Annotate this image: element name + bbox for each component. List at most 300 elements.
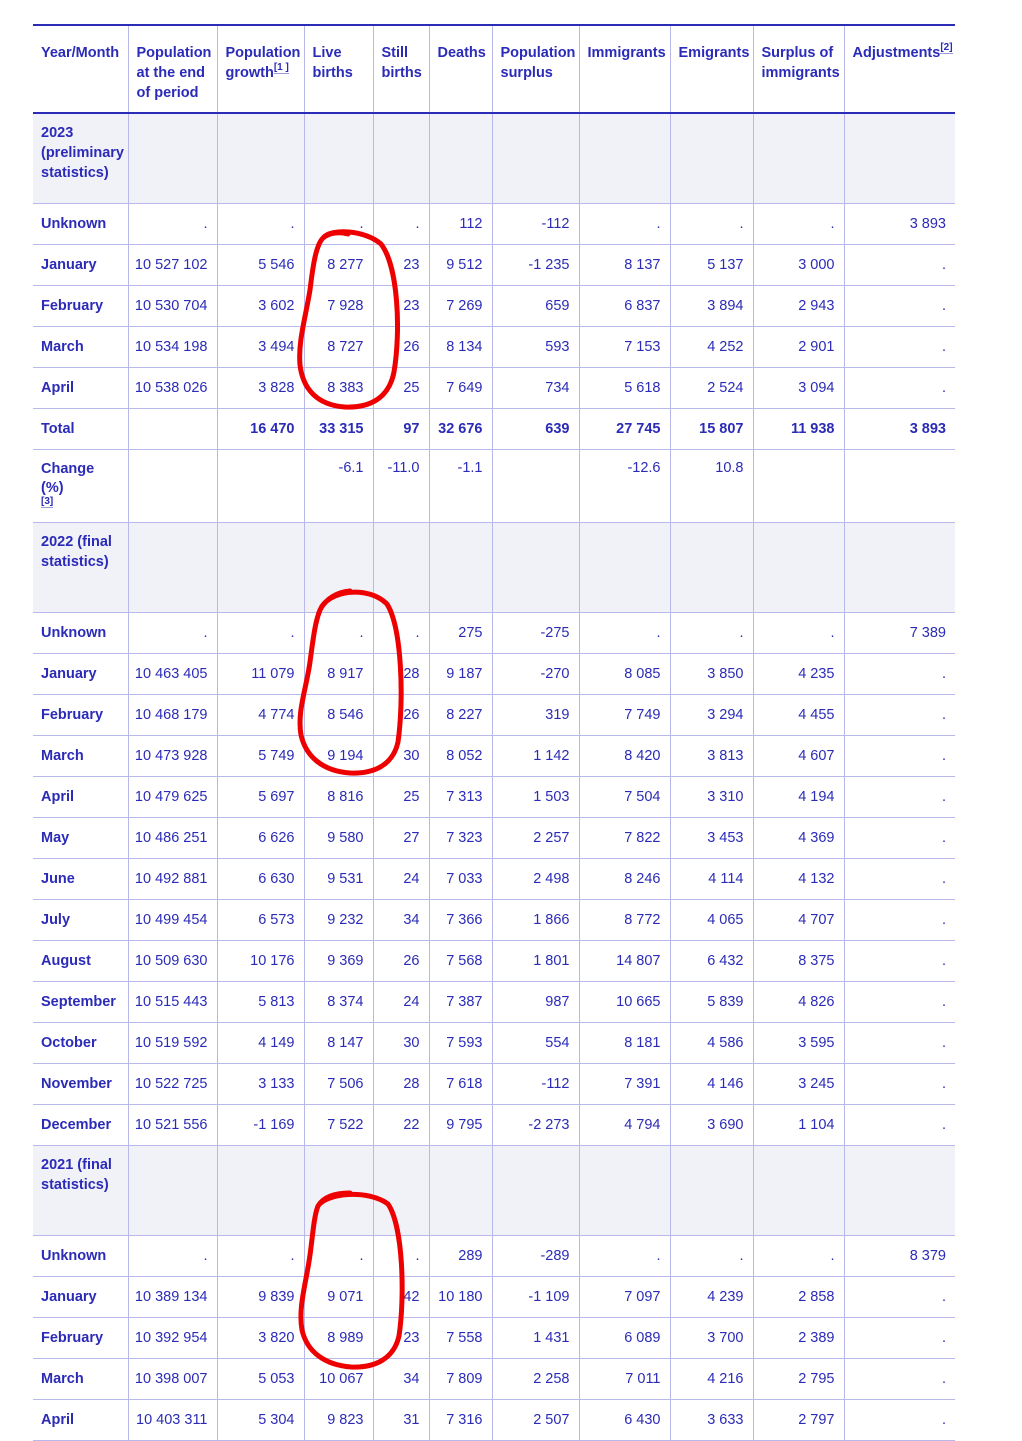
cell-adjustments: . (844, 982, 955, 1023)
row-label (33, 654, 128, 695)
empty-cell (429, 113, 492, 204)
empty-cell (670, 1146, 753, 1236)
cell-deaths: 7 568 (429, 941, 492, 982)
column-header-population-growth (217, 25, 304, 113)
row-label (33, 941, 128, 982)
row-label-text: November (41, 1076, 112, 1092)
cell-deaths: 8 227 (429, 695, 492, 736)
cell-adjustments: . (844, 327, 955, 368)
cell-emigrants: 3 894 (670, 286, 753, 327)
cell-surplus-of-immigrants: 2 943 (753, 286, 844, 327)
empty-cell (128, 523, 217, 613)
cell-immigrants: 8 772 (579, 900, 670, 941)
cell-surplus-of-immigrants: . (753, 204, 844, 245)
row-label (33, 368, 128, 409)
cell-population-at-the-end-of-period: 10 522 725 (128, 1064, 217, 1105)
column-header-label: Emigrants (678, 45, 750, 61)
row-label-text: January (41, 666, 97, 682)
cell-still-births: 28 (373, 654, 429, 695)
table-row (33, 695, 955, 736)
empty-cell (579, 1146, 670, 1236)
cell-live-births: 9 531 (304, 859, 373, 900)
row-label-text: February (41, 707, 104, 723)
cell-surplus-of-immigrants: 1 104 (753, 1105, 844, 1146)
cell-emigrants: 3 813 (670, 736, 753, 777)
empty-cell (753, 113, 844, 204)
row-label-text: April (41, 789, 75, 805)
cell-immigrants: 8 085 (579, 654, 670, 695)
cell-live-births: 9 232 (304, 900, 373, 941)
empty-cell (373, 523, 429, 613)
cell-deaths: 9 187 (429, 654, 492, 695)
cell-adjustments: 3 893 (844, 409, 955, 450)
cell-population-at-the-end-of-period: 10 392 954 (128, 1318, 217, 1359)
cell-emigrants: 3 294 (670, 695, 753, 736)
table-row (33, 1359, 955, 1400)
cell-population-at-the-end-of-period (128, 450, 217, 523)
cell-immigrants: -12.6 (579, 450, 670, 523)
empty-cell (579, 523, 670, 613)
year-section-label: 2022 (final statistics) (33, 523, 128, 613)
cell-immigrants: . (579, 1236, 670, 1277)
empty-cell (844, 523, 955, 613)
cell-deaths: 7 366 (429, 900, 492, 941)
cell-adjustments: . (844, 1318, 955, 1359)
table-row (33, 654, 955, 695)
cell-population-growth: 4 149 (217, 1023, 304, 1064)
table-row (33, 1023, 955, 1064)
cell-population-growth: 3 828 (217, 368, 304, 409)
row-label (33, 1318, 128, 1359)
cell-still-births: 30 (373, 1023, 429, 1064)
year-section-row (33, 523, 955, 613)
cell-emigrants: 10.8 (670, 450, 753, 523)
cell-surplus-of-immigrants (753, 450, 844, 523)
cell-deaths: 7 387 (429, 982, 492, 1023)
row-label-text: March (41, 748, 84, 764)
cell-adjustments: . (844, 777, 955, 818)
cell-still-births: 30 (373, 736, 429, 777)
cell-population-growth: 10 176 (217, 941, 304, 982)
cell-immigrants: 8 181 (579, 1023, 670, 1064)
footnote-link[interactable]: [1 ] (273, 62, 289, 74)
cell-still-births: . (373, 204, 429, 245)
cell-population-at-the-end-of-period: 10 463 405 (128, 654, 217, 695)
cell-immigrants: 8 137 (579, 245, 670, 286)
cell-emigrants: 6 432 (670, 941, 753, 982)
cell-population-surplus: -112 (492, 204, 579, 245)
cell-population-at-the-end-of-period: 10 486 251 (128, 818, 217, 859)
cell-still-births: 42 (373, 1277, 429, 1318)
cell-population-at-the-end-of-period: 10 538 026 (128, 368, 217, 409)
cell-surplus-of-immigrants: 2 858 (753, 1277, 844, 1318)
row-label-text: Total (41, 421, 75, 437)
table-row (33, 613, 955, 654)
row-label (33, 450, 128, 523)
cell-surplus-of-immigrants: 11 938 (753, 409, 844, 450)
cell-population-surplus: 2 498 (492, 859, 579, 900)
cell-population-surplus: 2 507 (492, 1400, 579, 1441)
table-row (33, 286, 955, 327)
cell-population-growth: 5 053 (217, 1359, 304, 1400)
table-row (33, 982, 955, 1023)
table-row (33, 245, 955, 286)
cell-surplus-of-immigrants: 8 375 (753, 941, 844, 982)
cell-live-births: 8 727 (304, 327, 373, 368)
cell-still-births: 31 (373, 1400, 429, 1441)
empty-cell (670, 113, 753, 204)
row-label (33, 245, 128, 286)
header-row (33, 25, 955, 113)
cell-adjustments: 7 389 (844, 613, 955, 654)
cell-adjustments (844, 450, 955, 523)
table-row (33, 736, 955, 777)
cell-live-births: 9 823 (304, 1400, 373, 1441)
cell-still-births: 26 (373, 941, 429, 982)
cell-population-at-the-end-of-period: . (128, 204, 217, 245)
cell-still-births: -11.0 (373, 450, 429, 523)
cell-adjustments: . (844, 286, 955, 327)
cell-adjustments: . (844, 245, 955, 286)
cell-still-births: 27 (373, 818, 429, 859)
empty-cell (579, 113, 670, 204)
row-label (33, 818, 128, 859)
cell-immigrants: 6 089 (579, 1318, 670, 1359)
row-label-text: March (41, 339, 84, 355)
cell-population-at-the-end-of-period: 10 527 102 (128, 245, 217, 286)
cell-surplus-of-immigrants: 2 797 (753, 1400, 844, 1441)
column-header-label: Surplus of immigrants (761, 45, 840, 81)
cell-population-growth: . (217, 613, 304, 654)
cell-still-births: . (373, 1236, 429, 1277)
cell-population-at-the-end-of-period: 10 403 311 (128, 1400, 217, 1441)
row-label (33, 1105, 128, 1146)
cell-population-growth: 3 494 (217, 327, 304, 368)
cell-deaths: 289 (429, 1236, 492, 1277)
cell-surplus-of-immigrants: 4 235 (753, 654, 844, 695)
cell-population-at-the-end-of-period: 10 534 198 (128, 327, 217, 368)
cell-adjustments: . (844, 654, 955, 695)
cell-emigrants: 4 216 (670, 1359, 753, 1400)
cell-emigrants: 5 137 (670, 245, 753, 286)
cell-adjustments: . (844, 1105, 955, 1146)
table-row (33, 900, 955, 941)
cell-population-growth: 3 133 (217, 1064, 304, 1105)
row-label (33, 204, 128, 245)
table-row (33, 204, 955, 245)
row-label-text: Unknown (41, 625, 107, 641)
cell-deaths: 9 512 (429, 245, 492, 286)
cell-population-at-the-end-of-period: 10 492 881 (128, 859, 217, 900)
cell-adjustments: . (844, 695, 955, 736)
cell-adjustments: . (844, 941, 955, 982)
row-label-text: August (41, 953, 91, 969)
row-label-text: March (41, 1371, 84, 1387)
column-header-still-births (373, 25, 429, 113)
empty-cell (844, 113, 955, 204)
column-header-immigrants (579, 25, 670, 113)
cell-population-surplus: -2 273 (492, 1105, 579, 1146)
cell-deaths: 8 134 (429, 327, 492, 368)
cell-emigrants: 3 633 (670, 1400, 753, 1441)
cell-population-growth: 5 813 (217, 982, 304, 1023)
footnote-link[interactable]: [3] (41, 496, 54, 508)
cell-population-growth: 5 304 (217, 1400, 304, 1441)
cell-emigrants: 15 807 (670, 409, 753, 450)
cell-population-surplus: 319 (492, 695, 579, 736)
cell-deaths: 7 593 (429, 1023, 492, 1064)
cell-adjustments: . (844, 1023, 955, 1064)
cell-live-births: 8 546 (304, 695, 373, 736)
cell-emigrants: 4 252 (670, 327, 753, 368)
cell-population-at-the-end-of-period: 10 479 625 (128, 777, 217, 818)
cell-population-at-the-end-of-period: 10 515 443 (128, 982, 217, 1023)
column-header-label: Still births (381, 45, 422, 81)
row-label-text: December (41, 1117, 112, 1133)
table-body (33, 113, 955, 1441)
cell-surplus-of-immigrants: . (753, 613, 844, 654)
cell-population-surplus: 1 431 (492, 1318, 579, 1359)
cell-deaths: 7 809 (429, 1359, 492, 1400)
cell-population-at-the-end-of-period: 10 473 928 (128, 736, 217, 777)
cell-deaths: 7 269 (429, 286, 492, 327)
cell-population-growth: 6 626 (217, 818, 304, 859)
cell-emigrants: 5 839 (670, 982, 753, 1023)
cell-emigrants: 4 239 (670, 1277, 753, 1318)
cell-still-births: 24 (373, 982, 429, 1023)
empty-cell (217, 523, 304, 613)
row-label (33, 1236, 128, 1277)
cell-population-growth: -1 169 (217, 1105, 304, 1146)
column-header-label: Live births (312, 45, 353, 81)
empty-cell (429, 1146, 492, 1236)
cell-immigrants: 7 822 (579, 818, 670, 859)
cell-adjustments: . (844, 900, 955, 941)
cell-live-births: 8 277 (304, 245, 373, 286)
cell-population-at-the-end-of-period: 10 398 007 (128, 1359, 217, 1400)
cell-emigrants: 2 524 (670, 368, 753, 409)
column-header-label: Immigrants (587, 45, 666, 61)
cell-surplus-of-immigrants: 3 000 (753, 245, 844, 286)
cell-adjustments: . (844, 1277, 955, 1318)
cell-adjustments: 3 893 (844, 204, 955, 245)
row-label (33, 1359, 128, 1400)
empty-cell (492, 523, 579, 613)
cell-immigrants: . (579, 204, 670, 245)
cell-live-births: 8 917 (304, 654, 373, 695)
row-label (33, 982, 128, 1023)
cell-emigrants: 4 146 (670, 1064, 753, 1105)
empty-cell (844, 1146, 955, 1236)
cell-immigrants: 10 665 (579, 982, 670, 1023)
cell-immigrants: 14 807 (579, 941, 670, 982)
table-header (33, 25, 955, 113)
cell-immigrants: 7 749 (579, 695, 670, 736)
cell-population-surplus (492, 450, 579, 523)
table-row (33, 777, 955, 818)
table-row (33, 941, 955, 982)
cell-emigrants: 4 114 (670, 859, 753, 900)
row-label (33, 409, 128, 450)
row-label-text: February (41, 1330, 104, 1346)
cell-immigrants: 7 097 (579, 1277, 670, 1318)
cell-immigrants: 7 391 (579, 1064, 670, 1105)
row-label-text: September (41, 994, 116, 1010)
cell-population-growth: . (217, 204, 304, 245)
cell-live-births: 9 194 (304, 736, 373, 777)
cell-population-surplus: 987 (492, 982, 579, 1023)
cell-population-at-the-end-of-period: . (128, 613, 217, 654)
cell-live-births: . (304, 204, 373, 245)
cell-population-at-the-end-of-period: 10 521 556 (128, 1105, 217, 1146)
cell-population-surplus: -289 (492, 1236, 579, 1277)
table-row (33, 859, 955, 900)
cell-surplus-of-immigrants: 4 369 (753, 818, 844, 859)
cell-immigrants: 27 745 (579, 409, 670, 450)
cell-live-births: 7 522 (304, 1105, 373, 1146)
cell-deaths: 7 649 (429, 368, 492, 409)
total-row (33, 409, 955, 450)
cell-population-at-the-end-of-period: 10 509 630 (128, 941, 217, 982)
cell-population-surplus: 1 142 (492, 736, 579, 777)
cell-live-births: 8 383 (304, 368, 373, 409)
cell-surplus-of-immigrants: 4 132 (753, 859, 844, 900)
cell-deaths: -1.1 (429, 450, 492, 523)
cell-emigrants: 3 310 (670, 777, 753, 818)
cell-still-births: 28 (373, 1064, 429, 1105)
cell-adjustments: . (844, 859, 955, 900)
cell-population-surplus: 1 866 (492, 900, 579, 941)
column-header-label: Population growth (225, 45, 301, 81)
cell-live-births: 8 374 (304, 982, 373, 1023)
table-container (33, 24, 955, 1441)
cell-population-surplus: -1 109 (492, 1277, 579, 1318)
row-label (33, 1277, 128, 1318)
column-header-population-at-the-end-of-period (128, 25, 217, 113)
empty-cell (492, 1146, 579, 1236)
cell-population-growth: 11 079 (217, 654, 304, 695)
empty-cell (128, 1146, 217, 1236)
cell-surplus-of-immigrants: 4 455 (753, 695, 844, 736)
cell-still-births: 25 (373, 368, 429, 409)
empty-cell (217, 113, 304, 204)
cell-emigrants: . (670, 613, 753, 654)
cell-still-births: 23 (373, 286, 429, 327)
row-label (33, 777, 128, 818)
cell-population-surplus: -1 235 (492, 245, 579, 286)
cell-immigrants: 8 420 (579, 736, 670, 777)
cell-population-growth: 6 573 (217, 900, 304, 941)
cell-emigrants: . (670, 1236, 753, 1277)
cell-population-at-the-end-of-period: . (128, 1236, 217, 1277)
cell-still-births: . (373, 613, 429, 654)
column-header-year-month (33, 25, 128, 113)
table-row (33, 1277, 955, 1318)
table-row (33, 1064, 955, 1105)
empty-cell (128, 113, 217, 204)
cell-population-growth: 6 630 (217, 859, 304, 900)
cell-deaths: 7 558 (429, 1318, 492, 1359)
cell-still-births: 26 (373, 695, 429, 736)
cell-immigrants: . (579, 613, 670, 654)
column-header-label: Adjustments (852, 45, 941, 61)
table-row (33, 1105, 955, 1146)
cell-surplus-of-immigrants: 2 795 (753, 1359, 844, 1400)
row-label (33, 859, 128, 900)
cell-live-births: 9 580 (304, 818, 373, 859)
cell-deaths: 8 052 (429, 736, 492, 777)
footnote-link[interactable]: [2] (940, 42, 953, 54)
cell-surplus-of-immigrants: 3 595 (753, 1023, 844, 1064)
cell-surplus-of-immigrants: 4 826 (753, 982, 844, 1023)
cell-live-births: 7 506 (304, 1064, 373, 1105)
cell-emigrants: 4 586 (670, 1023, 753, 1064)
cell-population-growth: 9 839 (217, 1277, 304, 1318)
cell-still-births: 25 (373, 777, 429, 818)
cell-population-surplus: 2 258 (492, 1359, 579, 1400)
table-row (33, 1400, 955, 1441)
cell-adjustments: . (844, 1400, 955, 1441)
cell-immigrants: 6 837 (579, 286, 670, 327)
cell-deaths: 275 (429, 613, 492, 654)
cell-population-growth: 5 697 (217, 777, 304, 818)
cell-emigrants: 3 700 (670, 1318, 753, 1359)
row-label (33, 613, 128, 654)
cell-population-growth: 5 546 (217, 245, 304, 286)
cell-live-births: 9 369 (304, 941, 373, 982)
column-header-deaths (429, 25, 492, 113)
cell-deaths: 7 618 (429, 1064, 492, 1105)
cell-population-surplus: 639 (492, 409, 579, 450)
cell-population-at-the-end-of-period: 10 530 704 (128, 286, 217, 327)
cell-immigrants: 4 794 (579, 1105, 670, 1146)
year-section-row (33, 1146, 955, 1236)
cell-population-surplus: -112 (492, 1064, 579, 1105)
cell-surplus-of-immigrants: 4 707 (753, 900, 844, 941)
cell-emigrants: . (670, 204, 753, 245)
row-label (33, 286, 128, 327)
empty-cell (753, 523, 844, 613)
cell-live-births: 8 816 (304, 777, 373, 818)
cell-deaths: 9 795 (429, 1105, 492, 1146)
empty-cell (429, 523, 492, 613)
column-header-label: Year/Month (41, 45, 120, 61)
cell-deaths: 7 323 (429, 818, 492, 859)
cell-population-at-the-end-of-period (128, 409, 217, 450)
row-label-text: May (41, 830, 70, 846)
empty-cell (304, 113, 373, 204)
cell-surplus-of-immigrants: 3 094 (753, 368, 844, 409)
row-label (33, 736, 128, 777)
cell-population-at-the-end-of-period: 10 519 592 (128, 1023, 217, 1064)
year-section-label: 2021 (final statistics) (33, 1146, 128, 1236)
table-row (33, 327, 955, 368)
cell-population-surplus: -270 (492, 654, 579, 695)
empty-cell (304, 523, 373, 613)
cell-adjustments: . (844, 818, 955, 859)
cell-live-births: . (304, 613, 373, 654)
empty-cell (373, 113, 429, 204)
empty-cell (670, 523, 753, 613)
cell-immigrants: 8 246 (579, 859, 670, 900)
row-label-text: January (41, 257, 97, 273)
column-header-label: Deaths (437, 45, 486, 61)
column-header-emigrants (670, 25, 753, 113)
cell-surplus-of-immigrants: 2 389 (753, 1318, 844, 1359)
cell-live-births: . (304, 1236, 373, 1277)
row-label-text: July (41, 912, 71, 928)
row-label-text: February (41, 298, 104, 314)
